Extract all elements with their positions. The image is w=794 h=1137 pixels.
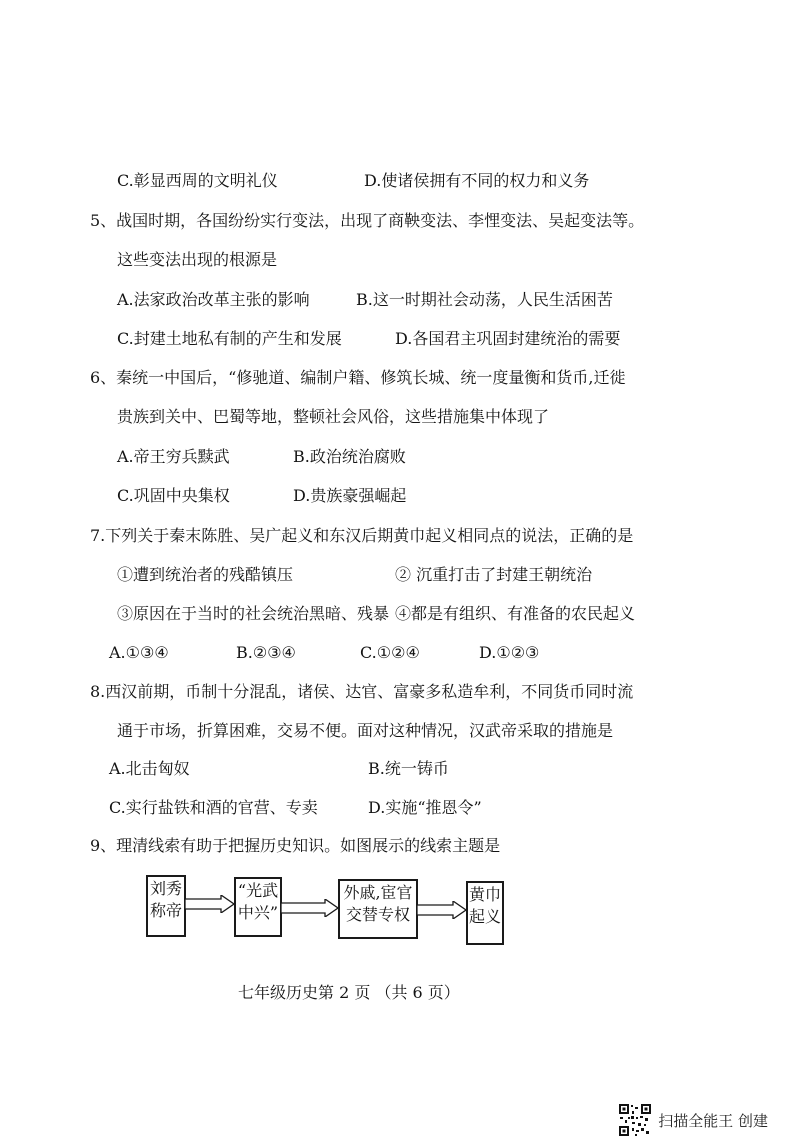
q8-option-d: D.实施“推恩令” <box>368 798 482 817</box>
flow-arrow-1 <box>185 895 235 913</box>
q8-option-b: B.统一铸币 <box>368 759 449 778</box>
q8-option-c: C.实行盐铁和酒的官营、专卖 <box>109 798 318 817</box>
q6-option-c: C.巩固中央集权 <box>117 486 230 505</box>
q5-option-c: C.封建土地私有制的产生和发展 <box>117 329 342 348</box>
q5-stem-line2: 这些变法出现的根源是 <box>117 250 278 269</box>
flow-box-liuxiu-line1: 刘秀 <box>149 879 182 898</box>
q9-stem: 9、理清线索有助于把握历史知识。如图展示的线索主题是 <box>90 836 501 855</box>
q6-option-d: D.贵族豪强崛起 <box>293 486 407 505</box>
scanner-text: 扫描全能王 创建 <box>658 1111 768 1130</box>
flow-box-waiqi-line1: 外戚,宦官 <box>343 883 413 902</box>
flow-box-waiqi <box>338 879 418 939</box>
q7-option-d: D.①②③ <box>479 643 540 662</box>
scanner-watermark <box>618 1103 768 1137</box>
q8-option-a: A.北击匈奴 <box>109 759 190 778</box>
flow-box-waiqi-line2: 交替专权 <box>345 905 410 924</box>
flow-box-guangwu-line2: 中兴” <box>237 903 279 922</box>
q7-statement-4: ④都是有组织、有准备的农民起义 <box>395 604 636 623</box>
flow-box-liuxiu-line2: 称帝 <box>149 901 182 920</box>
q7-statement-2: ② 沉重打击了封建王朝统治 <box>395 565 593 584</box>
q8-stem-line2: 通于市场，折算困难，交易不便。面对这种情况，汉武帝采取的措施是 <box>117 721 614 740</box>
q6-stem-line2: 贵族到关中、巴蜀等地，整顿社会风俗，这些措施集中体现了 <box>117 407 550 426</box>
q7-statement-3: ③原因在于当时的社会统治黑暗、残暴 <box>117 604 390 623</box>
q4-option-d: D.使诸侯拥有不同的权力和义务 <box>364 171 590 190</box>
q6-stem-line1: 6、秦统一中国后，“修驰道、编制户籍、修筑长城、统一度量衡和货币,迁徙 <box>90 368 626 387</box>
flow-box-huangjin-line1: 黄巾 <box>468 885 501 904</box>
flow-arrow-3 <box>417 901 467 919</box>
q8-stem-line1: 8.西汉前期，币制十分混乱，诸侯、达官、富豪多私造牟利，不同货币同时流 <box>90 682 634 701</box>
qr-code-icon <box>618 1103 652 1137</box>
flow-arrow-2 <box>281 899 339 917</box>
q7-option-a: A.①③④ <box>109 643 169 662</box>
flow-box-huangjin-line2: 起义 <box>468 907 501 926</box>
q7-statement-1: ①遭到统治者的残酷镇压 <box>117 565 294 584</box>
flow-box-guangwu <box>234 877 282 937</box>
flow-box-liuxiu <box>146 875 186 937</box>
page-footer: 七年级历史第 2 页 （共 6 页） <box>238 983 460 1002</box>
q7-option-c: C.①②④ <box>360 643 420 662</box>
q4-option-c: C.彰显西周的文明礼仪 <box>117 171 278 190</box>
q7-option-b: B.②③④ <box>236 643 296 662</box>
q6-option-a: A.帝王穷兵黩武 <box>117 447 230 466</box>
flow-box-guangwu-line1: “光武 <box>237 881 279 900</box>
q7-stem: 7.下列关于秦末陈胜、吴广起义和东汉后期黄巾起义相同点的说法，正确的是 <box>90 526 634 545</box>
q5-option-d: D.各国君主巩固封建统治的需要 <box>395 329 621 348</box>
flow-box-huangjin <box>466 881 504 945</box>
q6-option-b: B.政治统治腐败 <box>293 447 406 466</box>
q5-option-b: B.这一时期社会动荡，人民生活困苦 <box>356 290 613 309</box>
q5-option-a: A.法家政治改革主张的影响 <box>117 290 310 309</box>
q5-stem-line1: 5、战国时期，各国纷纷实行变法，出现了商鞅变法、李悝变法、吴起变法等。 <box>90 211 645 230</box>
